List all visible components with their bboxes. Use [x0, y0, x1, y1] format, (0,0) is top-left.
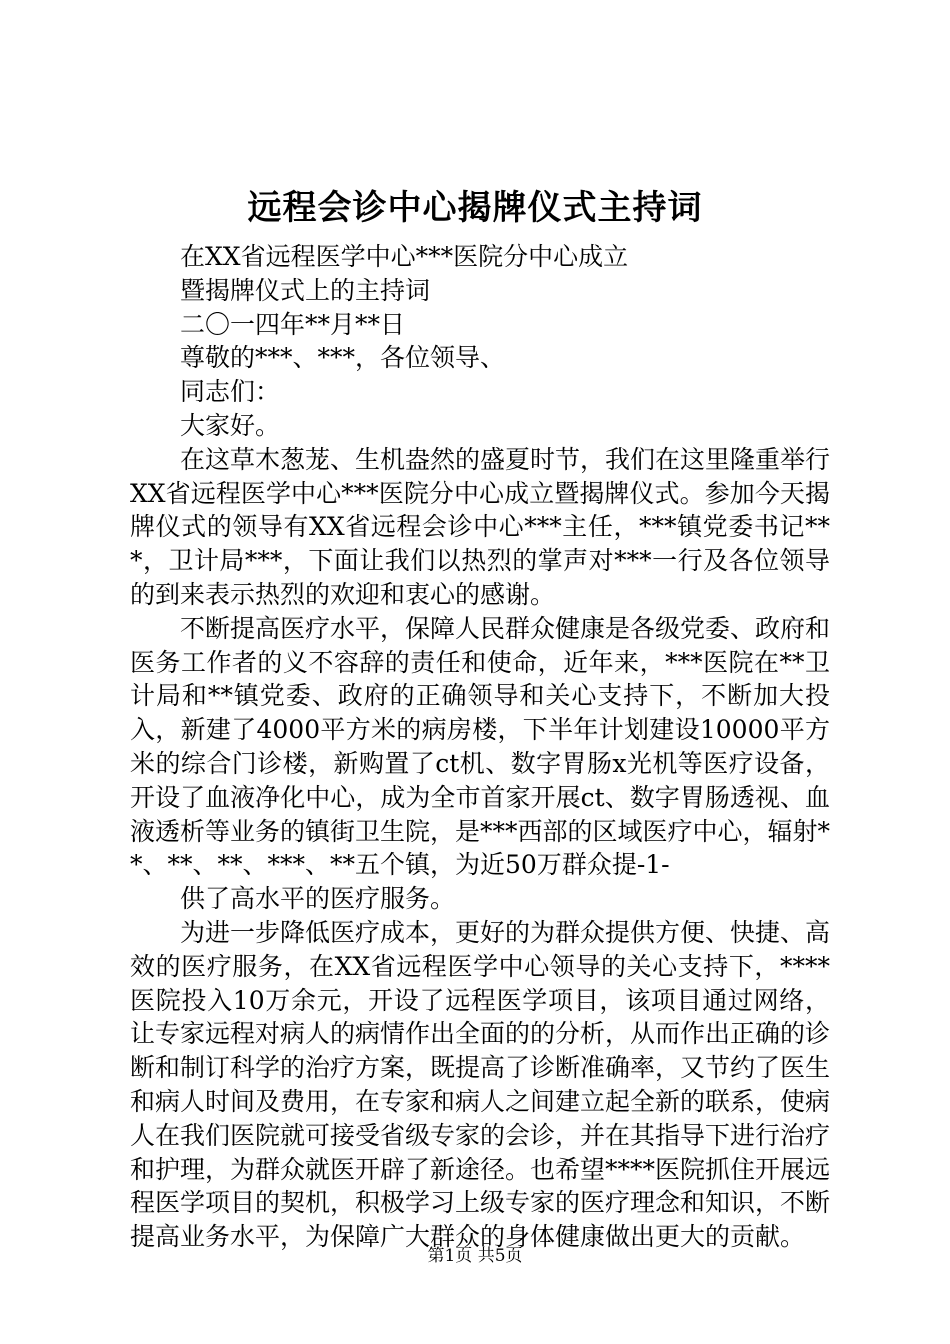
- paragraph: 供了高水平的医疗服务。: [180, 884, 456, 914]
- paragraph: 不断提高医疗水平，保障人民群众健康是各级党委、政府和医务工作者的义不容辞的责任和使命，近年来，***医院在**卫计局和**镇党委、政府的正确领导和关心支持下，不断加大投入，新建了4000平方米的病房楼，下半年计划建设10000平方米的综合门诊楼，新购置了ct机、数字胃肠x光机等医疗设备，开设了血液净化中心，成为全市首家开展ct、数字胃肠透视、血液透析等业务的镇街卫生院，是***西部的区域医疗中心，辐射**、**、**、***、**五个镇，为近50万群众提-1-: [130, 613, 831, 880]
- header-line: 暨揭牌仪式上的主持词: [180, 275, 431, 305]
- document-body: [130, 240, 830, 1254]
- greeting-line: 大家好。: [180, 410, 281, 440]
- paragraph: 在这草木葱茏、生机盎然的盛夏时节，我们在这里隆重举行XX省远程医学中心***医院分中心成立暨揭牌仪式。参加今天揭牌仪式的领导有XX省远程会诊中心***主任，***镇党委书记***，卫计局***，下面让我们以热烈的掌声对***一行及各位领导的到来表示热烈的欢迎和衷心的感谢。: [130, 444, 831, 609]
- paragraph: 为进一步降低医疗成本，更好的为群众提供方便、快捷、高效的医疗服务，在XX省远程医学中心领导的关心支持下，****医院投入10万余元，开设了远程医学项目，该项目通过网络，让专家远程对病人的病情作出全面的的分析，从而作出正确的诊断和制订科学的治疗方案，既提高了诊断准确率，又节约了医生和病人时间及费用，在专家和病人之间建立起全新的联系，使病人在我们医院就可接受省级专家的会诊，并在其指导下进行治疗和护理，为群众就医开辟了新途径。也希望****医院抓住开展远程医学项目的契机，积极学习上级专家的医疗理念和知识，不断提高业务水平，为保障广大群众的身体健康做出更大的贡献。: [130, 917, 831, 1252]
- date-line: 二〇一四年**月**日: [180, 309, 406, 339]
- document-title: 远程会诊中心揭牌仪式主持词: [247, 188, 703, 228]
- salutation-line: 尊敬的***、***，各位领导、: [180, 343, 506, 373]
- page-footer: 第1页 共5页: [427, 1246, 523, 1266]
- header-line: 在XX省远程医学中心***医院分中心成立: [180, 242, 629, 271]
- salutation-line: 同志们：: [180, 377, 281, 407]
